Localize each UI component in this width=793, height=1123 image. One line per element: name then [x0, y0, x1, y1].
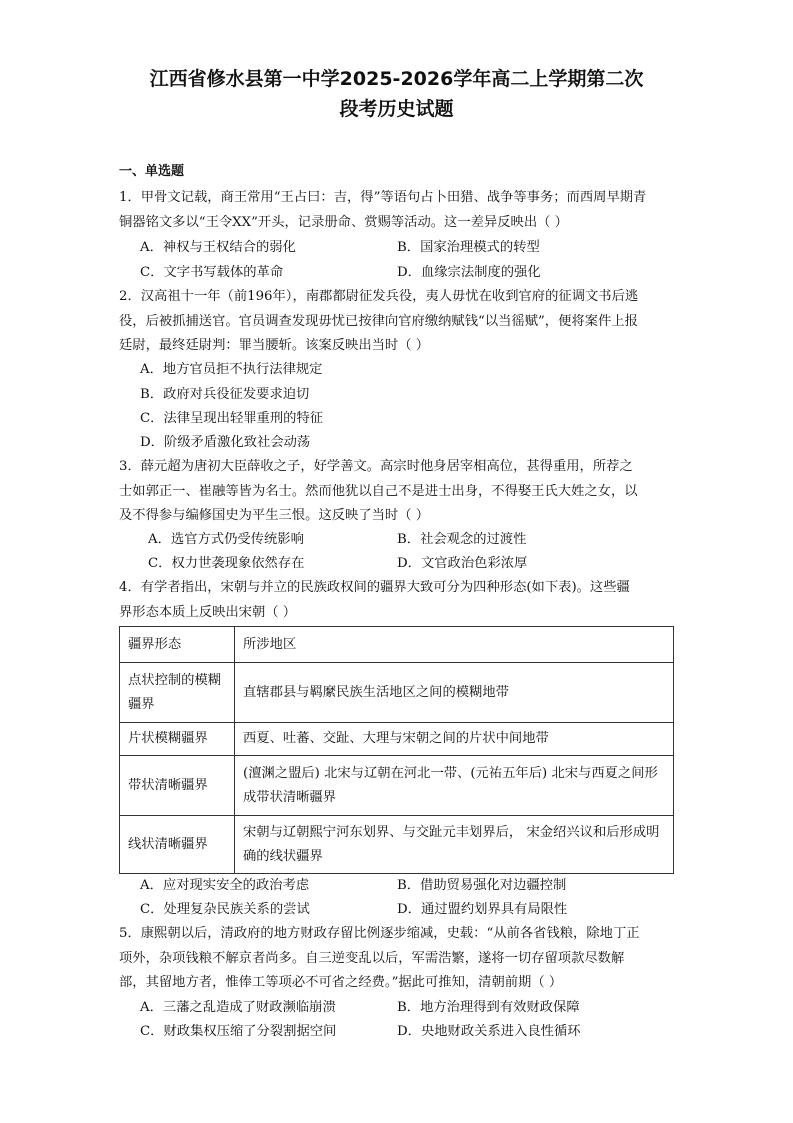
table-header-row — [120, 627, 674, 663]
question-5-stem — [119, 922, 679, 996]
q3-option-a: A．选官方式仍受传统影响 — [148, 532, 304, 547]
q5-option-d: D．央地财政关系进入良性循环 — [397, 1024, 581, 1039]
q1-option-c: C．文字书写载体的革命 — [140, 265, 284, 280]
question-line: 铜器铭文多以“王令XX”开头，记录册命、赏赐等活动。这一差异反映出（ ） — [119, 214, 568, 230]
table-header-cell: 所涉地区 — [235, 627, 674, 663]
table-cell: (澶渊之盟后) 北宋与辽朝在河北一带、(元祐五年后) 北宋与西夏之间形成带状清晰疆界 — [235, 756, 674, 816]
table-cell: 宋朝与辽朝熙宁河东划界、与交趾元丰划界后， 宋金绍兴议和后形成明确的线状疆界 — [235, 816, 674, 874]
question-line: 4．有学者指出，宋朝与并立的民族政权间的疆界大致可分为四种形态(如下表)。这些疆 — [119, 580, 630, 595]
table-cell: 西夏、吐蕃、交趾、大理与宋朝之间的片状中间地带 — [235, 723, 674, 756]
q4-option-b: B．借助贸易强化对边疆控制 — [397, 878, 567, 893]
q4-option-d: D．通过盟约划界具有局限性 — [397, 902, 568, 917]
q3-option-b: B．社会观念的过渡性 — [397, 532, 527, 547]
question-line: 及不得参与编修国史为平生三恨。这反映了当时（ ） — [119, 508, 430, 523]
q1-option-d: D．血缘宗法制度的强化 — [397, 265, 541, 280]
q3-option-d: D．文官政治色彩浓厚 — [397, 556, 528, 571]
title-line-1: 江西省修水县第一中学2025-2026学年高二上学期第二次 — [149, 68, 644, 90]
question-line: 界形态本质上反映出宋朝（ ） — [119, 604, 297, 620]
q1-option-b: B．国家治理模式的转型 — [397, 240, 540, 255]
q1-option-a: A．神权与王权结合的弱化 — [140, 240, 296, 255]
q5-option-c: C．财政集权压缩了分裂割据空间 — [140, 1024, 337, 1039]
q2-option-c: C．法律呈现出轻罪重刑的特征 — [140, 411, 324, 426]
table-header-cell: 疆界形态 — [120, 627, 235, 663]
table-cell: 带状清晰疆界 — [120, 756, 235, 816]
table-cell: 直辖郡县与羁縻民族生活地区之间的模糊地带 — [235, 663, 674, 723]
title-line-2: 段考历史试题 — [339, 98, 454, 120]
q2-option-d: D．阶级矛盾激化致社会动荡 — [140, 435, 311, 450]
question-line: 士如郭正一、崔融等皆为名士。然而他犹以自己不是进士出身，不得娶王氏大姓之女，以 — [119, 483, 638, 499]
table-row — [120, 816, 674, 874]
table-cell: 片状模糊疆界 — [120, 723, 235, 756]
question-line: 项外，杂项钱粮不解京者尚多。自三逆变乱以后，军需浩繁，遂将一切存留项款尽数解 — [119, 950, 625, 966]
table-cell: 线状清晰疆界 — [120, 816, 235, 874]
section-heading: 一、单选题 — [119, 164, 185, 179]
question-line: 2．汉高祖十一年（前196年），南郡都尉征发兵役，夷人毋忧在收到官府的征调文书后逃 — [119, 289, 639, 304]
table-row — [120, 723, 674, 756]
q5-option-a: A．三藩之乱造成了财政濒临崩溃 — [140, 1000, 336, 1015]
question-1-stem — [119, 186, 679, 235]
question-line: 廷尉，最终廷尉判：罪当腰斩。该案反映出当时（ ） — [119, 338, 430, 353]
table-row — [120, 756, 674, 816]
q3-option-c: C．权力世袭现象依然存在 — [148, 556, 305, 571]
question-2-stem — [119, 285, 679, 359]
table-row — [120, 663, 674, 723]
question-line: 3．薛元超为唐初大臣薛收之子，好学善文。高宗时他身居宰相高位，甚得重用，所荐之 — [119, 459, 633, 474]
q2-option-b: B．政府对兵役征发要求迫切 — [140, 387, 310, 402]
question-line: 1．甲骨文记载，商王常用“王占曰：吉，得”等语句占卜田猎、战争等事务；而西周早期青 — [119, 190, 647, 205]
table-cell: 点状控制的模糊疆界 — [120, 663, 235, 723]
question-line: 役，后被抓捕送官。官员调查发现毋忧已按律向官府缴纳赋钱“以当徭赋”，便将案件上报 — [119, 313, 638, 329]
border-forms-table — [119, 626, 674, 874]
question-line: 部，其留地方者，惟俸工等项必不可省之经费。”据此可推知，清朝前期（ ） — [119, 975, 563, 990]
q4-option-c: C．处理复杂民族关系的尝试 — [140, 902, 310, 917]
question-3-stem — [119, 455, 679, 529]
q2-option-a: A．地方官员拒不执行法律规定 — [140, 362, 323, 377]
question-4-stem — [119, 576, 679, 625]
question-line: 5．康熙朝以后，清政府的地方财政存留比例逐步缩减，史载：“从前各省钱粮，除地丁正 — [119, 926, 640, 941]
q4-option-a: A．应对现实安全的政治考虑 — [140, 878, 310, 893]
q5-option-b: B．地方治理得到有效财政保障 — [397, 1000, 580, 1015]
exam-title — [100, 64, 693, 124]
